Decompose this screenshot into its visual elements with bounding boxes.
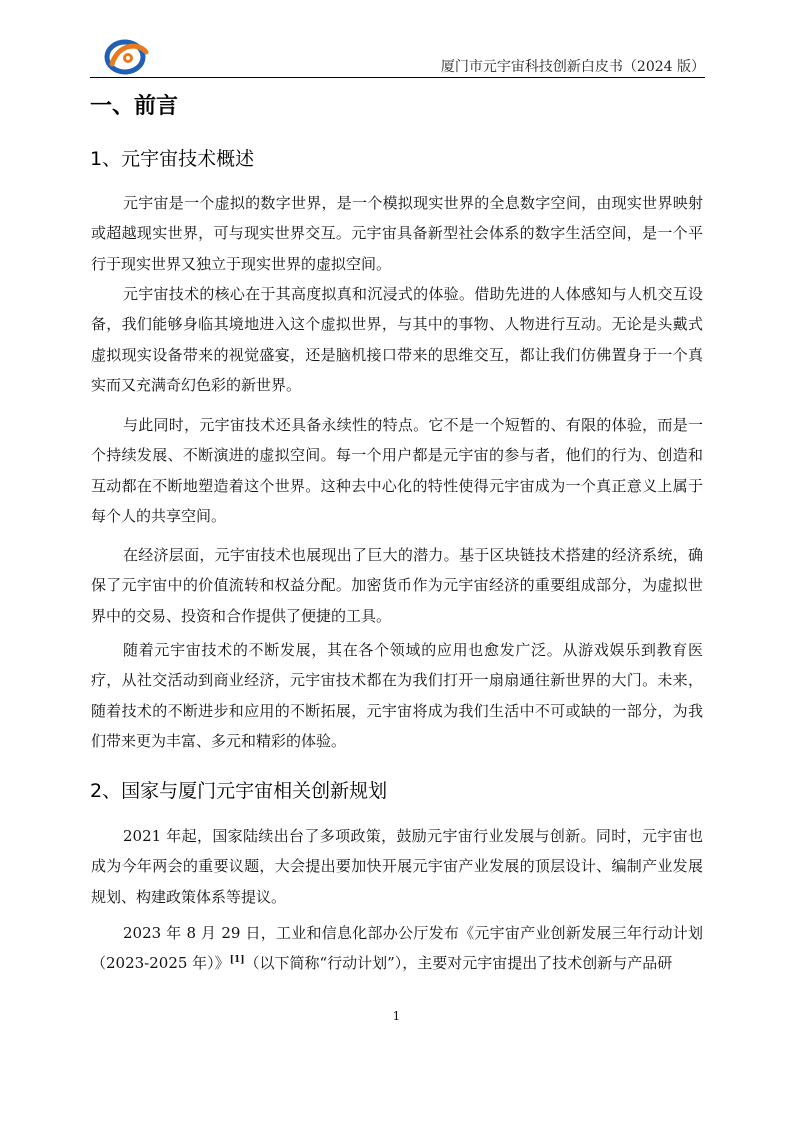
publisher-logo [104,38,150,76]
header-divider [90,77,705,78]
paragraph [91,918,703,979]
document-header-title: 厦门市元宇宙科技创新白皮书（2024 版） [440,59,705,75]
paragraph: 在经济层面，元宇宙技术也展现出了巨大的潜力。基于区块链技术搭建的经济系统，确保了元宇宙中的价值流转和权益分配。加密货币作为元宇宙经济的重要组成部分，为虚拟世界中的交易、投资和合作提供了便捷的工具。 [91,546,703,625]
section-heading-1: 1、元宇宙技术概述 [90,148,255,170]
paragraph: 元宇宙是一个虚拟的数字世界，是一个模拟现实世界的全息数字空间，由现实世界映射或超越现实世界，可与现实世界交互。元宇宙具备新型社会体系的数字生活空间，是一个平行于现实世界又独立于现实世界的虚拟空间。 [91,194,703,273]
section-heading-2: 2、国家与厦门元宇宙相关创新规划 [90,780,388,802]
citation-marker[interactable]: [1] [229,955,245,966]
paragraph-text: 2023 年 8 月 29 日，工业和信息化部办公厅发布《元宇宙产业创新发展三年行动计划（2023-2025 年）》 [91,924,703,973]
paragraph: 元宇宙技术的核心在于其高度拟真和沉浸式的体验。借助先进的人体感知与人机交互设备，我们能够身临其境地进入这个虚拟世界，与其中的事物、人物进行互动。无论是头戴式虚拟现实设备带来的视觉盛宴，还是脑机接口带来的思维交互，都让我们仿佛置身于一个真实而又充满奇幻色彩的新世界。 [91,285,703,394]
page-number: 1 [392,1009,401,1023]
paragraph: 2021 年起，国家陆续出台了多项政策，鼓励元宇宙行业发展与创新。同时，元宇宙也成为今年两会的重要议题，大会提出要加快开展元宇宙产业发展的顶层设计、编制产业发展规划、构建政策体系等提议。 [91,827,703,906]
paragraph-text: （以下简称“行动计划”），主要对元宇宙提出了技术创新与产品研 [244,954,673,973]
paragraph: 与此同时，元宇宙技术还具备永续性的特点。它不是一个短暂的、有限的体验，而是一个持续发展、不断演进的虚拟空间。每一个用户都是元宇宙的参与者，他们的行为、创造和互动都在不断地塑造着这个世界。这种去中心化的特性使得元宇宙成为一个真正意义上属于每个人的共享空间。 [91,416,703,525]
paragraph: 随着元宇宙技术的不断发展，其在各个领域的应用也愈发广泛。从游戏娱乐到教育医疗，从社交活动到商业经济，元宇宙技术都在为我们打开一扇扇通往新世界的大门。未来，随着技术的不断进步和应用的不断拓展，元宇宙将成为我们生活中不可或缺的一部分，为我们带来更为丰富、多元和精彩的体验。 [91,641,703,750]
chapter-heading: 一、前言 [90,94,179,119]
